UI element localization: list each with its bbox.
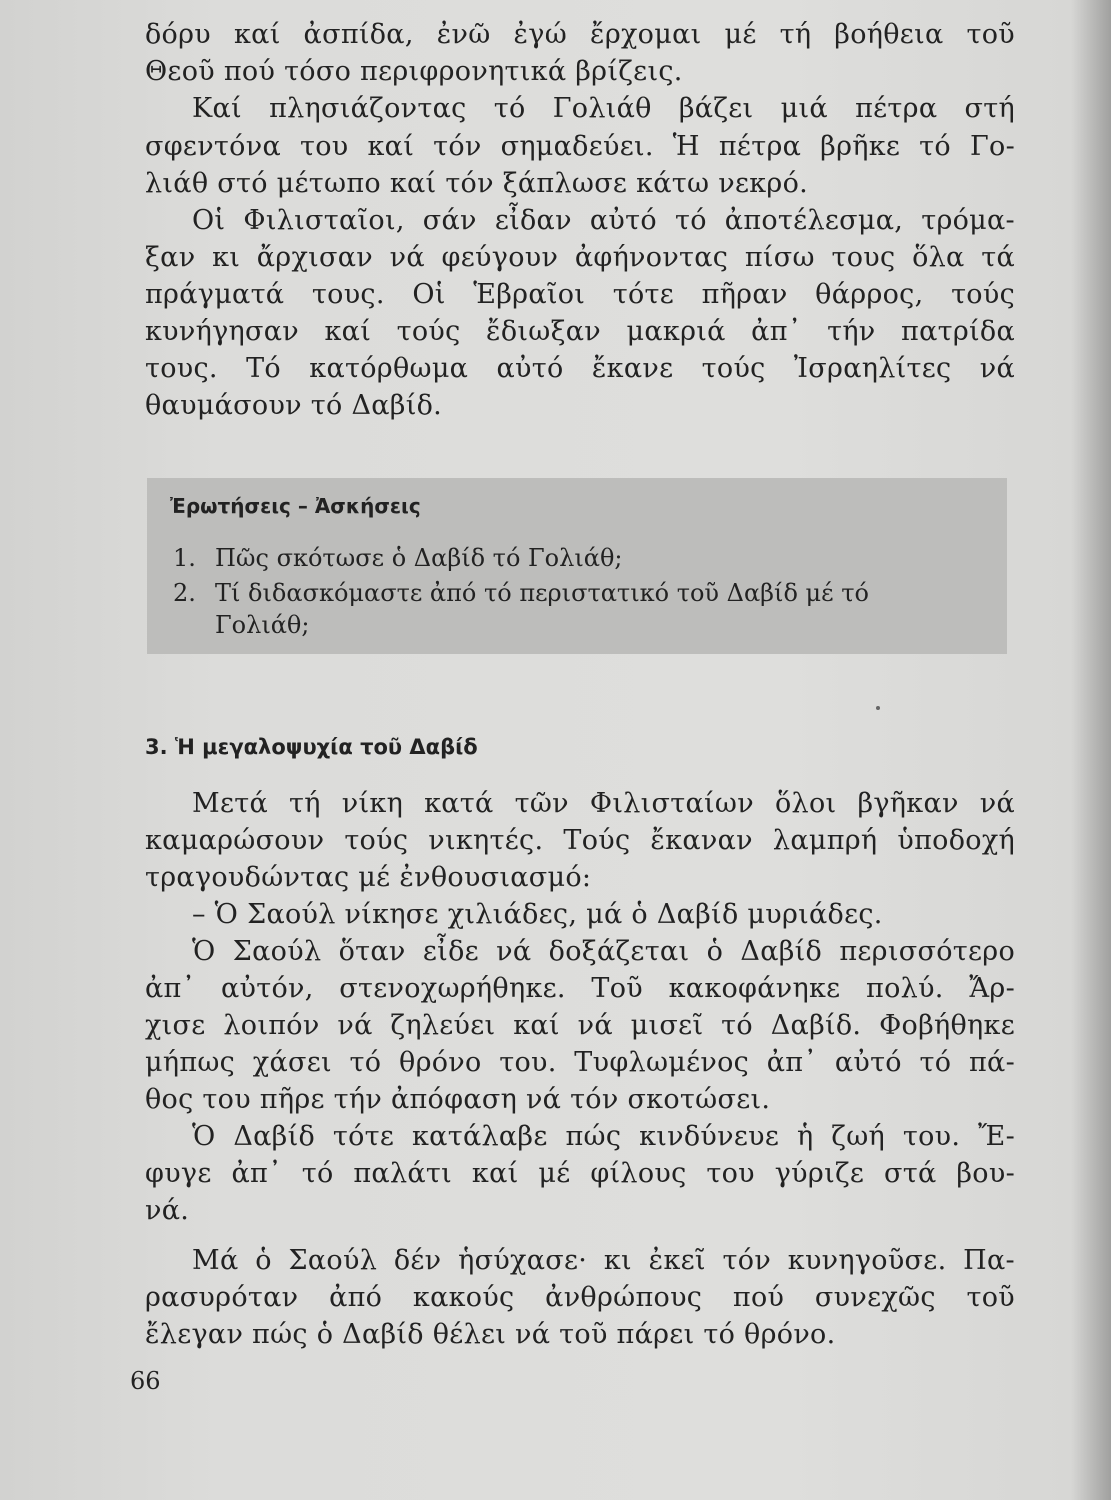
body-line: σφεντόνα του καί τόν σημαδεύει. Ἡ πέτρα βρῆκε τό Γο-	[145, 131, 1015, 162]
ink-speck	[876, 706, 880, 710]
body-line: φυγε ἀπ᾽ τό παλάτι καί μέ φίλους του γύριζε στά βου-	[145, 1158, 1015, 1189]
question-number: 1.	[173, 544, 196, 572]
body-line: δόρυ καί ἀσπίδα, ἐνῶ ἐγώ ἔρχομαι μέ τή βοήθεια τοῦ	[145, 19, 1015, 50]
body-line: ἔλεγαν πώς ὁ Δαβίδ θέλει νά τοῦ πάρει τό θρόνο.	[145, 1319, 836, 1350]
dialogue-line: – Ὁ Σαούλ νίκησε χιλιάδες, μά ὁ Δαβίδ μυριάδες.	[192, 899, 883, 930]
body-line: ξαν κι ἄρχισαν νά φεύγουν ἀφήνοντας πίσω τους ὅλα τά	[145, 242, 1015, 273]
body-line: μήπως χάσει τό θρόνο του. Τυφλωμένος ἀπ᾽ αὐτό τό πά-	[145, 1047, 1015, 1078]
body-line: θος του πῆρε τήν ἀπόφαση νά τόν σκοτώσει.	[145, 1084, 771, 1115]
body-line: Οἱ Φιλισταῖοι, σάν εἶδαν αὐτό τό ἀποτέλεσμα, τρόμα-	[192, 205, 1015, 236]
body-line: λιάθ στό μέτωπο καί τόν ξάπλωσε κάτω νεκρό.	[145, 168, 809, 199]
question-2-line-1: Τί διδασκόμαστε ἀπό τό περιστατικό τοῦ Δαβίδ μέ τό	[215, 579, 869, 607]
body-line: Θεοῦ πού τόσο περιφρονητικά βρίζεις.	[145, 56, 683, 87]
body-line: ρασυρόταν ἀπό κακούς ἀνθρώπους πού συνεχῶς τοῦ	[145, 1282, 1015, 1313]
body-line: καμαρώσουν τούς νικητές. Τούς ἔκαναν λαμπρή ὑποδοχή	[145, 825, 1015, 856]
body-line: νά.	[145, 1195, 190, 1226]
body-line: Καί πλησιάζοντας τό Γολιάθ βάζει μιά πέτρα στή	[192, 93, 1015, 124]
section-heading: 3. Ἡ μεγαλοψυχία τοῦ Δαβίδ	[145, 735, 478, 759]
question-number: 2.	[173, 579, 196, 607]
body-line: κυνήγησαν καί τούς ἔδιωξαν μακριά ἀπ᾽ τήν πατρίδα	[145, 316, 1015, 347]
body-line: χισε λοιπόν νά ζηλεύει καί νά μισεῖ τό Δαβίδ. Φοβήθηκε	[145, 1010, 1015, 1041]
body-line: τραγουδώντας μέ ἐνθουσιασμό:	[145, 862, 592, 893]
body-line: Μά ὁ Σαούλ δέν ἡσύχασε· κι ἐκεῖ τόν κυνηγοῦσε. Πα-	[192, 1245, 1015, 1276]
body-line: ἀπ᾽ αὐτόν, στενοχωρήθηκε. Τοῦ κακοφάνηκε πολύ. Ἄρ-	[145, 973, 1015, 1004]
body-line: Ὁ Δαβίδ τότε κατάλαβε πώς κινδύνευε ἡ ζωή του. Ἔ-	[192, 1121, 1015, 1152]
page-edge-shadow	[1071, 0, 1111, 1500]
question-2-line-2: Γολιάθ;	[215, 611, 310, 639]
questions-title: Ἐρωτήσεις – Ἀσκήσεις	[170, 494, 421, 518]
body-line: Ὁ Σαούλ ὅταν εἶδε νά δοξάζεται ὁ Δαβίδ περισσότερο	[192, 936, 1015, 967]
question-1: Πῶς σκότωσε ὁ Δαβίδ τό Γολιάθ;	[215, 544, 623, 572]
page-number: 66	[130, 1367, 161, 1395]
body-line: Μετά τή νίκη κατά τῶν Φιλισταίων ὅλοι βγῆκαν νά	[192, 788, 1015, 819]
body-line: τους. Τό κατόρθωμα αὐτό ἔκανε τούς Ἰσραηλίτες νά	[145, 353, 1015, 384]
body-line: πράγματά τους. Οἱ Ἑβραῖοι τότε πῆραν θάρρος, τούς	[145, 279, 1015, 310]
body-line: θαυμάσουν τό Δαβίδ.	[145, 390, 443, 421]
